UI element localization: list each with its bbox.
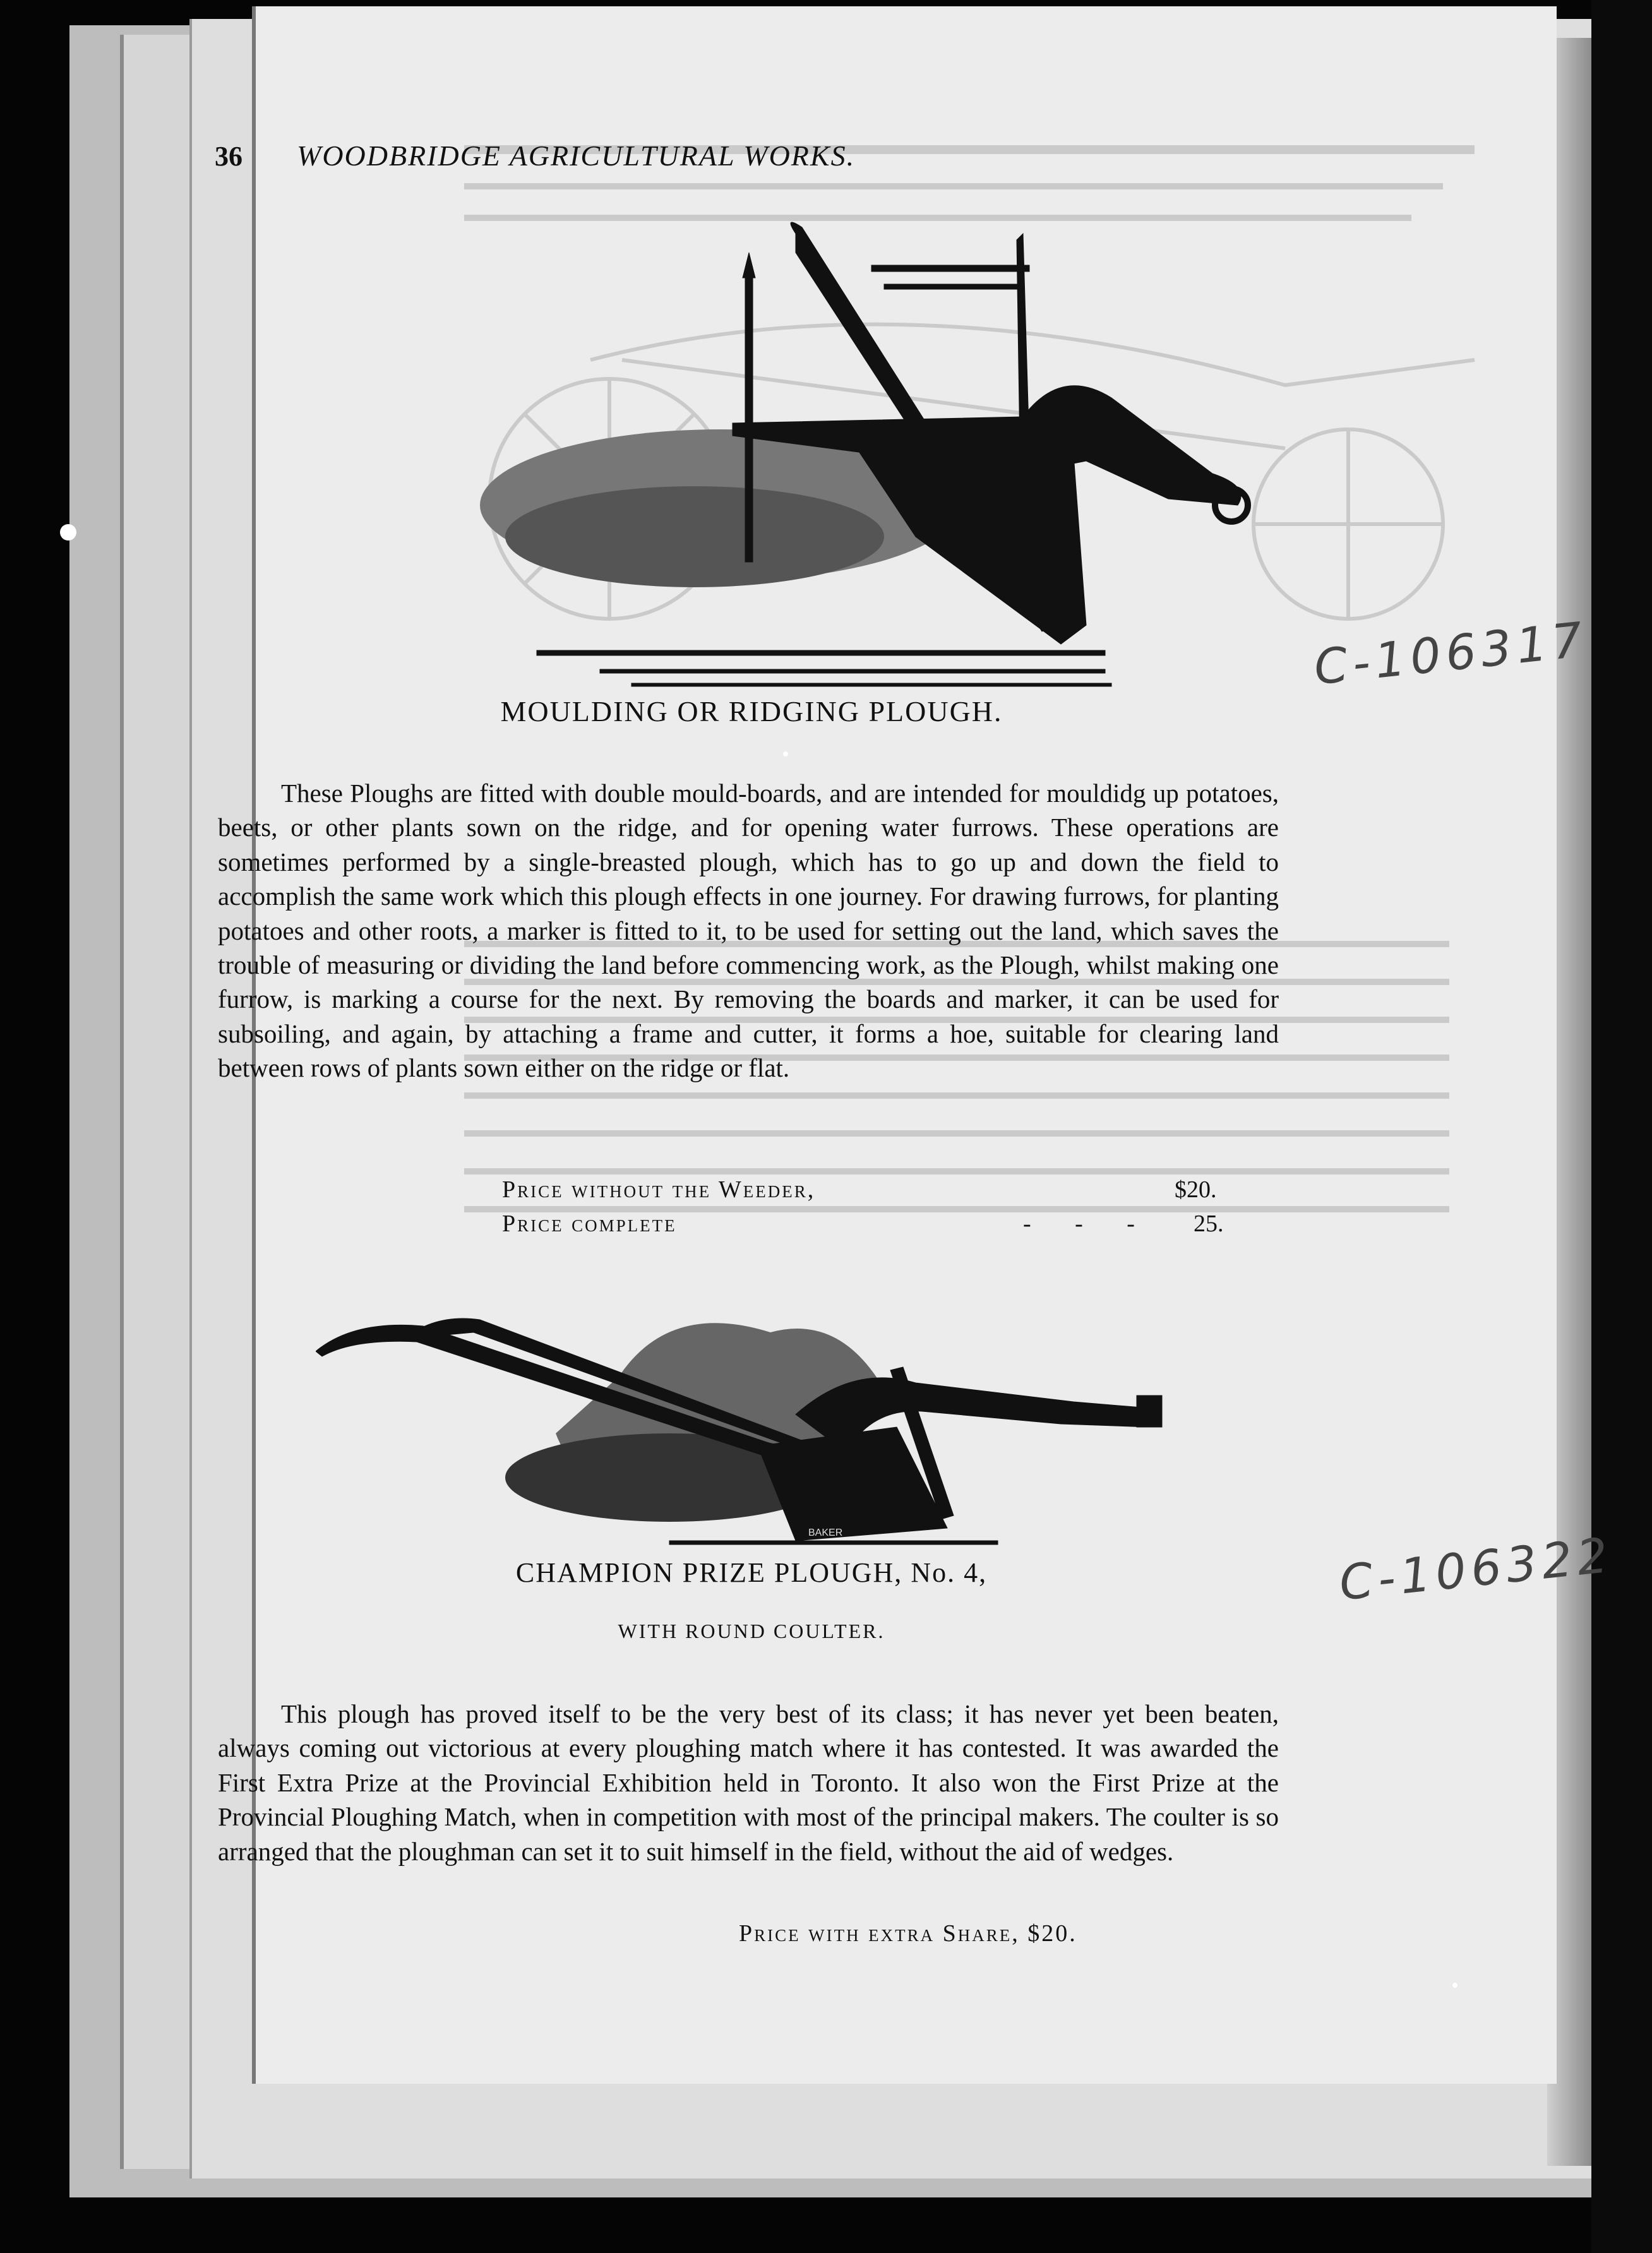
section-subcaption: WITH ROUND COULTER.	[618, 1620, 885, 1642]
moulding-plough-engraving	[392, 208, 1295, 688]
description-paragraph: These Ploughs are fitted with double mould-boards, and are intended for mouldidg up potatoes, beets, or other plants sown on the ridge, and for opening water furrows. These operations are sometimes performed by a single-breasted plough, which has to go up and down the field to accomplish the same work which this plough effects in one journey. For drawing furrows, for planting potatoes and other roots, a marker is fitted to it, to be used for setting out the land, which saves the trouble of measuring or dividing the land before commencing work, as the Plough, whilst making one furrow, is marking a course for the next. By removing the boards and marker, it can be used for subsoiling, and again, by attaching a frame and cutter, it forms a hoe, suitable for clearing land between rows of plants sown either on the ridge or flat.	[218, 779, 1279, 1083]
running-title: WOODBRIDGE AGRICULTURAL WORKS.	[297, 140, 856, 172]
scan-speck	[783, 751, 788, 756]
catalogue-annotation: C-106317	[1311, 611, 1591, 696]
scan-speck	[60, 524, 76, 541]
catalogue-annotation: C-106322	[1336, 1526, 1616, 1611]
price-leader-dashes: - - -	[1023, 1210, 1154, 1237]
price-value: $20.	[1175, 1176, 1217, 1203]
champion-plough-engraving	[316, 1288, 1389, 1566]
page-number: 36	[215, 141, 242, 172]
description-paragraph: This plough has proved itself to be the very best of its class; it has never yet been beaten, always coming out victorious at every ploughing match where it has contested. It was awarded the First Extra Prize at the Provincial Exhibition held in Toronto. It also won the First Prize at the Provincial Ploughing Match, when in competition with most of the principal makers. The coulter is so arranged that the ploughman can set it to suit himself in the field, without the aid of wedges.	[218, 1699, 1279, 1866]
price-label: Price complete	[502, 1210, 677, 1237]
section-caption: CHAMPION PRIZE PLOUGH, No. 4,	[515, 1557, 988, 1588]
section-caption: MOULDING OR RIDGING PLOUGH.	[500, 695, 1003, 727]
price-label: Price with extra Share, $20.	[739, 1920, 1077, 1947]
price-label: Price without the Weeder,	[502, 1176, 816, 1203]
page-header	[215, 139, 1288, 183]
scan-border	[1591, 0, 1652, 2253]
engraver-signature: BAKER	[808, 1527, 843, 1538]
price-value: 25.	[1194, 1210, 1224, 1237]
scan-speck	[1452, 1983, 1457, 1988]
